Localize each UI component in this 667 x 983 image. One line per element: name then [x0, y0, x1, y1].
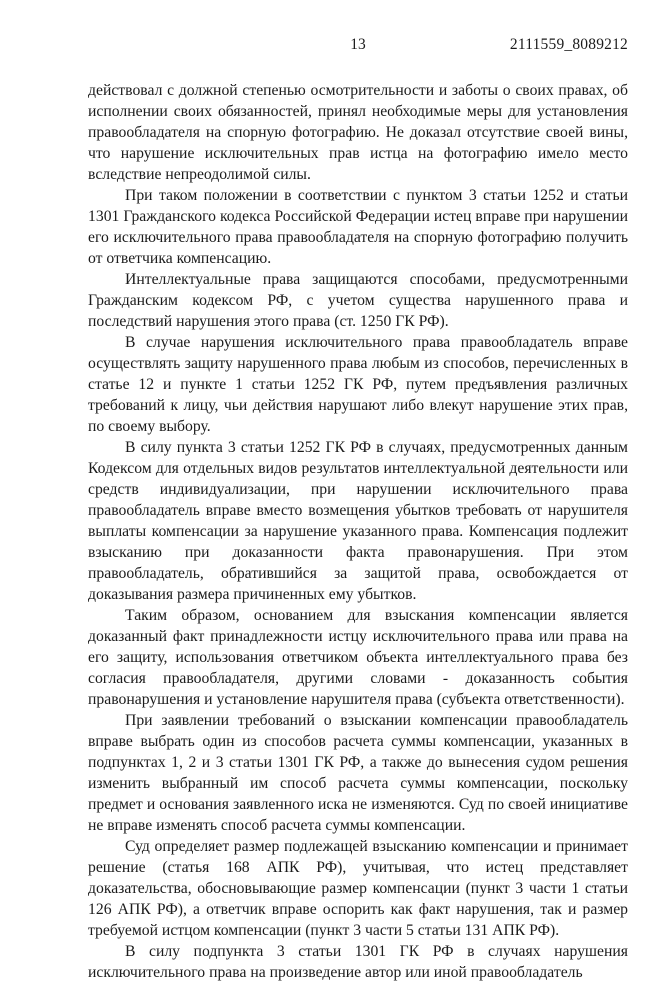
paragraph: действовал с должной степенью осмотрительности и заботы о своих правах, об исполнении своих обязанностей, принял необходимые меры для установления правообладателя на спорную фотографию. Не доказал отсутствие своей вины, что нарушение исключительных прав истца на фотографию имело место вследствие непреодолимой силы. [88, 82, 628, 183]
paragraph: При заявлении требований о взыскании компенсации правообладатель вправе выбрать один из способов расчета суммы компенсации, указанных в подпунктах 1, 2 и 3 статьи 1301 ГК РФ, а также до вынесения судом решения изменить выбранный им способ расчета суммы компенсации, поскольку предмет и основания заявленного иска не изменяются. Суд по своей инициативе не вправе изменять способ расчета суммы компенсации. [88, 712, 628, 834]
paragraph: Интеллектуальные права защищаются способами, предусмотренными Гражданским кодексом РФ, с учетом существа нарушенного права и последствий нарушения этого права (ст. 1250 ГК РФ). [88, 271, 628, 330]
page-number: 13 [350, 36, 366, 53]
document-code: 2111559_8089212 [509, 36, 628, 53]
paragraph: В силу пункта 3 статьи 1252 ГК РФ в случаях, предусмотренных данным Кодексом для отдельных видов результатов интеллектуальной деятельности или средств индивидуализации, при нарушении исключительного права правообладатель вправе вместо возмещения убытков требовать от нарушителя выплаты компенсации за нарушение указанного права. Компенсация подлежит взысканию при доказанности факта правонарушения. При этом правообладатель, обратившийся за защитой права, освобождается от доказывания размера причиненных ему убытков. [88, 439, 628, 603]
paragraph: Суд определяет размер подлежащей взысканию компенсации и принимает решение (статья 168 АПК РФ), учитывая, что истец представляет доказательства, обосновывающие размер компенсации (пункт 3 части 1 статьи 126 АПК РФ), а ответчик вправе оспорить как факт нарушения, так и размер требуемой истцом компенсации (пункт 3 части 5 статьи 131 АПК РФ). [88, 838, 628, 939]
page-header [88, 36, 628, 54]
paragraph: В случае нарушения исключительного права правообладатель вправе осуществлять защиту нарушенного права любым из способов, перечисленных в статье 12 и пункте 1 статьи 1252 ГК РФ, путем предъявления различных требований к лицу, чьи действия нарушают либо влекут нарушение этих прав, по своему выбору. [88, 334, 628, 435]
paragraph: Таким образом, основанием для взыскания компенсации является доказанный факт принадлежности истцу исключительного права или права на его защиту, использования ответчиком объекта интеллектуального права без согласия правообладателя, другими словами - доказанность события правонарушения и установление нарушителя права (субъекта ответственности). [88, 607, 628, 708]
paragraph: В силу подпункта 3 статьи 1301 ГК РФ в случаях нарушения исключительного права на произведение автор или иной правообладатель [88, 943, 628, 981]
paragraph: При таком положении в соответствии с пунктом 3 статьи 1252 и статьи 1301 Гражданского кодекса Российской Федерации истец вправе при нарушении его исключительного права правообладателя на спорную фотографию получить от ответчика компенсацию. [88, 187, 628, 267]
page-body [88, 80, 628, 983]
